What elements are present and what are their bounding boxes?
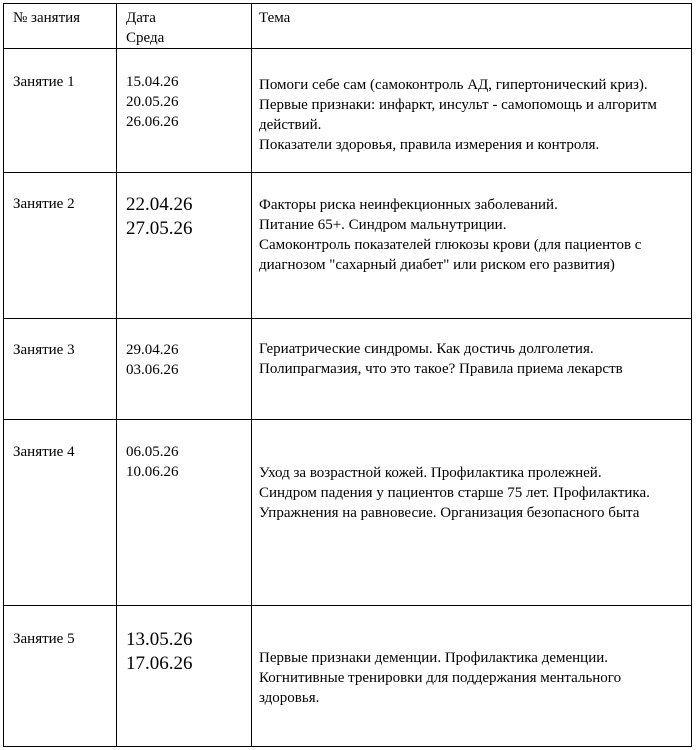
topic-text: Факторы риска неинфекционных заболеваний. <box>259 197 558 213</box>
header-topic-label: Тема <box>259 10 291 26</box>
dates-cell <box>117 606 252 747</box>
lesson-cell <box>4 173 117 319</box>
table-header-row <box>4 4 692 49</box>
dates-cell <box>117 173 252 319</box>
topic-cell <box>252 173 692 319</box>
header-cell-date <box>117 4 252 49</box>
date-value: 10.06.26 <box>126 464 179 480</box>
header-cell-topic <box>252 4 692 49</box>
date-value: 06.05.26 <box>126 444 179 460</box>
header-weekday-label: Среда <box>126 30 165 46</box>
topic-text: Помоги себе сам (самоконтроль АД, гипертонический криз). Первые признаки: инфаркт, инсульт - самопомощь и алгоритм действий. <box>259 77 657 133</box>
date-value: 13.05.26 <box>126 629 193 650</box>
lesson-label: Занятие 3 <box>13 342 75 358</box>
topic-cell <box>252 420 692 606</box>
topic-text: Самоконтроль показателей глюкозы крови (для пациентов с диагнозом "сахарный диабет" или риском его развития) <box>259 237 642 273</box>
table-row <box>4 606 692 747</box>
lesson-cell <box>4 420 117 606</box>
lesson-cell <box>4 319 117 420</box>
topic-text: Показатели здоровья, правила измерения и контроля. <box>259 137 600 153</box>
topic-cell <box>252 606 692 747</box>
topic-text: Упражнения на равновесие. Организация безопасного быта <box>259 505 640 521</box>
header-cell-lesson <box>4 4 117 49</box>
topic-text: Гериатрические синдромы. Как достичь долголетия. <box>259 341 594 357</box>
lesson-cell <box>4 606 117 747</box>
date-value: 15.04.26 <box>126 74 179 90</box>
table-row <box>4 49 692 173</box>
topic-text: Уход за возрастной кожей. Профилактика пролежней. <box>259 465 602 481</box>
date-value: 03.06.26 <box>126 362 179 378</box>
date-value: 26.06.26 <box>126 114 179 130</box>
date-value: 27.05.26 <box>126 218 193 239</box>
topic-cell <box>252 49 692 173</box>
header-date-label: Дата <box>126 10 156 26</box>
header-lesson-label: № занятия <box>13 10 81 26</box>
lesson-label: Занятие 2 <box>13 196 75 212</box>
lesson-label: Занятие 4 <box>13 444 75 460</box>
table-row <box>4 173 692 319</box>
topic-text: Синдром падения у пациентов старше 75 лет. Профилактика. <box>259 485 650 501</box>
topic-text: Первые признаки деменции. Профилактика деменции. <box>259 650 608 666</box>
topic-text: Полипрагмазия, что это такое? Правила приема лекарств <box>259 361 623 377</box>
schedule-table <box>3 3 692 747</box>
date-value: 17.06.26 <box>126 653 193 674</box>
topic-cell <box>252 319 692 420</box>
topic-text: Питание 65+. Синдром мальнутриции. <box>259 217 507 233</box>
lesson-cell <box>4 49 117 173</box>
table-row <box>4 420 692 606</box>
dates-cell <box>117 420 252 606</box>
lesson-label: Занятие 5 <box>13 631 75 647</box>
table-row <box>4 319 692 420</box>
date-value: 29.04.26 <box>126 342 179 358</box>
date-value: 22.04.26 <box>126 194 193 215</box>
dates-cell <box>117 319 252 420</box>
dates-cell <box>117 49 252 173</box>
date-value: 20.05.26 <box>126 94 179 110</box>
lesson-label: Занятие 1 <box>13 74 75 90</box>
topic-text: Когнитивные тренировки для поддержания ментального здоровья. <box>259 670 622 706</box>
